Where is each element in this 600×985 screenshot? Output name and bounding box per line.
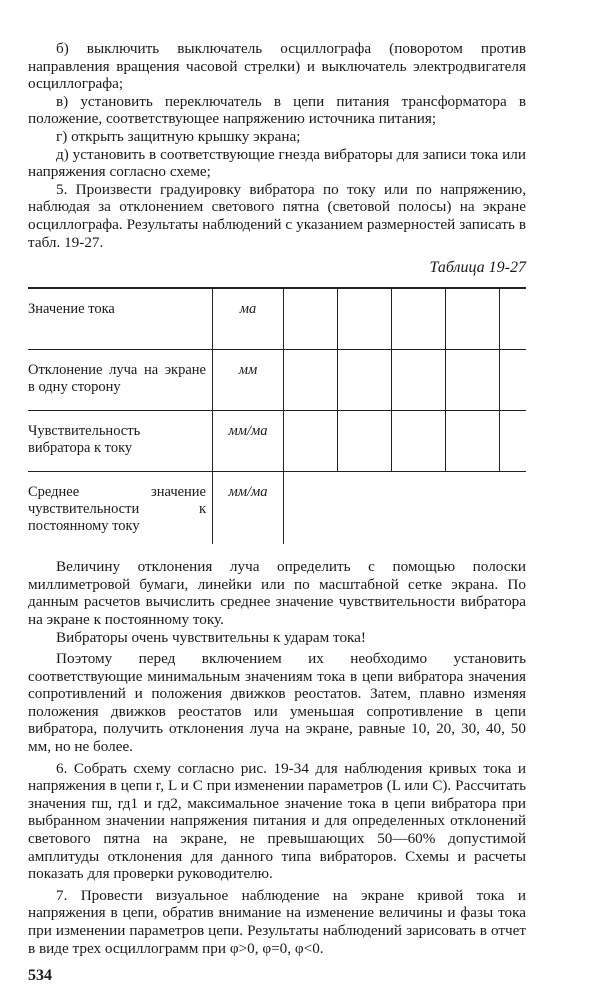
table-cell	[391, 288, 445, 350]
row-unit: мм/ма	[213, 411, 284, 472]
row-label: Значение тока	[28, 288, 213, 350]
table-row	[28, 288, 526, 350]
table-row	[28, 472, 526, 545]
row-label: Отклонение луча на экране в одну сторону	[28, 350, 213, 411]
table-cell	[284, 411, 338, 472]
table-cell	[499, 411, 526, 472]
row-unit: мм	[213, 350, 284, 411]
table-cell	[499, 350, 526, 411]
paragraph-warning: Вибраторы очень чувствительны к ударам тока!	[56, 628, 366, 646]
table-cell	[445, 411, 499, 472]
table-row	[28, 411, 526, 472]
row-unit: ма	[213, 288, 284, 350]
table-cell	[284, 350, 338, 411]
table-cell	[391, 350, 445, 411]
paragraph-step-5: 5. Произвести градуировку вибратора по току или по напряжению, наблюдая за отклонением светового пятна (световой полосы) на экране осциллографа. Результаты наблюдений с указанием размерностей записать в табл. 19-27.	[28, 180, 526, 251]
table-cell	[337, 411, 391, 472]
row-label: Чувствительность вибратора к току	[28, 411, 213, 472]
paragraph-item-b: б) выключить выключатель осциллографа (поворотом против направления вращения часовой стрелки) и выключатель электродвигателя осциллографа;	[28, 40, 526, 93]
table-cell	[284, 288, 338, 350]
row-unit: мм/ма	[213, 472, 284, 545]
table-row	[28, 350, 526, 411]
table-empty-area	[284, 472, 527, 545]
paragraph-item-v: в) установить переключатель в цепи питания трансформатора в положение, соответствующее напряжению источника питания;	[28, 92, 526, 128]
table-cell	[337, 288, 391, 350]
table-caption: Таблица 19-27	[429, 259, 526, 277]
page-number: 534	[28, 967, 52, 985]
paragraph-step-7: 7. Провести визуальное наблюдение на экране кривой тока и напряжения в цепи, обратив внимание на изменение величины и фазы тока при изменении параметров цепи. Результаты наблюдений зарисовать в отчет в виде трех осциллограмм при φ>0, φ=0, φ<0.	[28, 886, 526, 957]
paragraph: Величину отклонения луча определить с помощью полоски миллиметровой бумаги, линейки или по масштабной сетке экрана. По данным расчетов вычислить среднее значение чувствительности вибратора на экране к постоянному току.	[28, 558, 526, 628]
table-cell	[499, 288, 526, 350]
table-cell	[337, 350, 391, 411]
table-cell	[445, 350, 499, 411]
table-cell	[391, 411, 445, 472]
table-cell	[445, 288, 499, 350]
paragraph-item-g: г) открыть защитную крышку экрана;	[56, 127, 301, 145]
paragraph: Поэтому перед включением их необходимо установить соответствующие минимальным значениям тока в цепи вибратора значения сопротивлений и положения движков реостатов. Затем, плавно изменяя положения движков реостатов или уменьшая сопротивление в цепи вибратора, получить отклонения луча на экране, равные 10, 20, 30, 40, 50 мм, но не более.	[28, 650, 526, 756]
paragraph-step-6: 6. Собрать схему согласно рис. 19-34 для наблюдения кривых тока и напряжения в цепи r, L и C при изменении параметров (L или C). Рассчитать значения rш, rд1 и rд2, максимальное значение тока в цепи вибратора при выбранном значении напряжения питания и для определенных отклонений светового пятна на экране, не превышающих 50—60% допустимой амплитуды отклонения для данного типа вибраторов. Схемы и расчеты показать для проверки руководителю.	[28, 759, 526, 883]
row-label: Среднее значение чувствительности к постоянному току	[28, 472, 213, 545]
data-table-19-27	[28, 287, 526, 544]
paragraph-item-d: д) установить в соответствующие гнезда вибраторы для записи тока или напряжения согласно схеме;	[28, 145, 526, 181]
document-page	[28, 40, 526, 985]
